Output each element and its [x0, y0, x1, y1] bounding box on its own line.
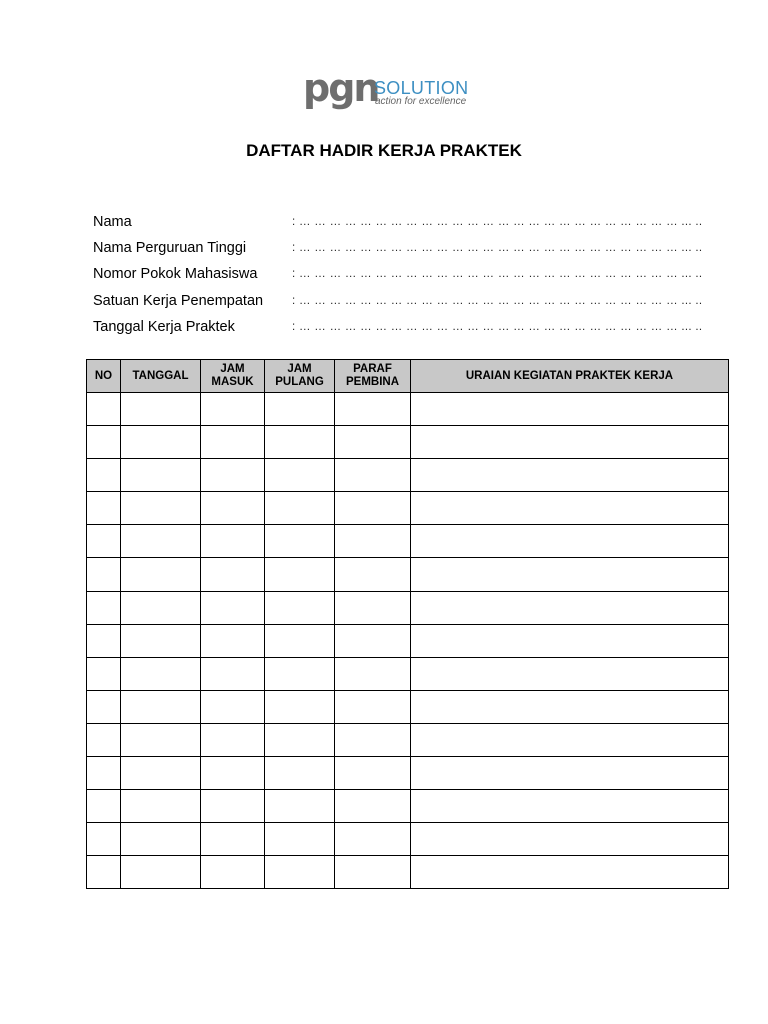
- field-value-blank[interactable]: : … … … … … … … … … … … … … … … … … … … … … … … … … ... ..: [292, 294, 703, 307]
- table-cell[interactable]: [265, 723, 335, 756]
- table-cell[interactable]: [87, 525, 121, 558]
- field-label: Nama: [93, 214, 132, 231]
- table-cell[interactable]: [201, 558, 265, 591]
- table-row: [87, 492, 729, 525]
- field-row-satuan-kerja: [93, 288, 713, 314]
- logo-tagline: action for excellence: [375, 96, 467, 107]
- table-cell[interactable]: [411, 790, 729, 823]
- table-cell[interactable]: [335, 558, 411, 591]
- table-cell[interactable]: [335, 525, 411, 558]
- table-cell[interactable]: [335, 757, 411, 790]
- field-row-nama: [93, 209, 713, 235]
- table-cell[interactable]: [265, 525, 335, 558]
- table-cell[interactable]: [87, 558, 121, 591]
- table-cell[interactable]: [335, 723, 411, 756]
- field-label: Satuan Kerja Penempatan: [93, 292, 264, 309]
- table-cell[interactable]: [121, 393, 201, 426]
- table-cell[interactable]: [201, 393, 265, 426]
- table-cell[interactable]: [201, 856, 265, 889]
- table-cell[interactable]: [87, 723, 121, 756]
- field-value-blank[interactable]: : … … … … … … … … … … … … … … … … … … … … … … … … … ... ..: [292, 242, 703, 255]
- table-cell[interactable]: [265, 426, 335, 459]
- table-cell[interactable]: [121, 558, 201, 591]
- table-cell[interactable]: [87, 657, 121, 690]
- table-cell[interactable]: [335, 393, 411, 426]
- logo-brand: pgn: [303, 66, 379, 110]
- table-cell[interactable]: [201, 591, 265, 624]
- table-row: [87, 426, 729, 459]
- table-row: [87, 690, 729, 723]
- header-paraf-pembina: PARAF PEMBINA: [335, 360, 411, 393]
- table-cell[interactable]: [201, 723, 265, 756]
- table-cell[interactable]: [411, 690, 729, 723]
- table-row: [87, 723, 729, 756]
- table-cell[interactable]: [335, 624, 411, 657]
- table-cell[interactable]: [87, 856, 121, 889]
- table-cell[interactable]: [411, 757, 729, 790]
- table-row: [87, 591, 729, 624]
- table-cell[interactable]: [411, 823, 729, 856]
- table-cell[interactable]: [335, 426, 411, 459]
- table-cell[interactable]: [265, 558, 335, 591]
- table-row: [87, 790, 729, 823]
- logo-product: SOLUTION: [374, 78, 469, 98]
- table-cell[interactable]: [201, 657, 265, 690]
- table-header-row: [87, 360, 729, 393]
- table-cell[interactable]: [411, 426, 729, 459]
- table-cell[interactable]: [201, 624, 265, 657]
- table-cell[interactable]: [335, 591, 411, 624]
- table-cell[interactable]: [121, 624, 201, 657]
- table-cell[interactable]: [335, 492, 411, 525]
- table-cell[interactable]: [201, 492, 265, 525]
- field-label: Nomor Pokok Mahasiswa: [93, 266, 258, 283]
- table-cell[interactable]: [121, 459, 201, 492]
- table-cell[interactable]: [87, 757, 121, 790]
- table-cell[interactable]: [87, 393, 121, 426]
- field-value-blank[interactable]: : … … … … … … … … … … … … … … … … … … … … … … … … … ... ..: [292, 268, 703, 281]
- table-cell[interactable]: [121, 492, 201, 525]
- field-label: Nama Perguruan Tinggi: [93, 240, 247, 257]
- table-row: [87, 856, 729, 889]
- table-cell[interactable]: [265, 459, 335, 492]
- table-row: [87, 525, 729, 558]
- table-cell[interactable]: [411, 525, 729, 558]
- header-no: NO: [87, 360, 121, 393]
- company-logo: [303, 66, 473, 120]
- table-cell[interactable]: [121, 823, 201, 856]
- table-cell[interactable]: [411, 624, 729, 657]
- table-cell[interactable]: [87, 624, 121, 657]
- table-cell[interactable]: [121, 856, 201, 889]
- table-cell[interactable]: [121, 591, 201, 624]
- table-cell[interactable]: [87, 690, 121, 723]
- table-cell[interactable]: [121, 757, 201, 790]
- student-info-fields: [93, 209, 713, 340]
- document-title: DAFTAR HADIR KERJA PRAKTEK: [246, 141, 522, 160]
- header-uraian-kegiatan: URAIAN KEGIATAN PRAKTEK KERJA: [411, 360, 729, 393]
- table-cell[interactable]: [265, 823, 335, 856]
- header-jam-masuk: JAM MASUK: [201, 360, 265, 393]
- table-row: [87, 393, 729, 426]
- table-cell[interactable]: [121, 690, 201, 723]
- table-cell[interactable]: [121, 426, 201, 459]
- table-cell[interactable]: [335, 657, 411, 690]
- table-cell[interactable]: [335, 790, 411, 823]
- table-cell[interactable]: [121, 790, 201, 823]
- attendance-body: [87, 393, 729, 889]
- table-row: [87, 757, 729, 790]
- table-cell[interactable]: [265, 856, 335, 889]
- field-row-tanggal: [93, 314, 713, 340]
- field-value-blank[interactable]: : … … … … … … … … … … … … … … … … … … … … … … … … … ... ..: [292, 320, 703, 333]
- field-label: Tanggal Kerja Praktek: [93, 318, 235, 335]
- table-row: [87, 657, 729, 690]
- table-cell[interactable]: [335, 690, 411, 723]
- field-row-npm: [93, 261, 713, 287]
- table-cell[interactable]: [121, 723, 201, 756]
- field-value-blank[interactable]: : … … … … … … … … … … … … … … … … … … … … … … … … … ... ..: [292, 216, 703, 229]
- table-cell[interactable]: [411, 393, 729, 426]
- table-cell[interactable]: [201, 690, 265, 723]
- table-cell[interactable]: [201, 823, 265, 856]
- table-cell[interactable]: [335, 856, 411, 889]
- table-cell[interactable]: [411, 856, 729, 889]
- table-row: [87, 459, 729, 492]
- table-row: [87, 558, 729, 591]
- table-cell[interactable]: [335, 823, 411, 856]
- table-cell[interactable]: [201, 459, 265, 492]
- table-cell[interactable]: [265, 657, 335, 690]
- table-cell[interactable]: [201, 426, 265, 459]
- table-cell[interactable]: [201, 757, 265, 790]
- table-cell[interactable]: [87, 591, 121, 624]
- table-cell[interactable]: [87, 823, 121, 856]
- table-cell[interactable]: [411, 591, 729, 624]
- header-jam-pulang: JAM PULANG: [265, 360, 335, 393]
- table-cell[interactable]: [201, 525, 265, 558]
- table-cell[interactable]: [121, 525, 201, 558]
- header-tanggal: TANGGAL: [121, 360, 201, 393]
- table-row: [87, 823, 729, 856]
- table-row: [87, 624, 729, 657]
- table-cell[interactable]: [411, 459, 729, 492]
- attendance-table: [86, 359, 729, 889]
- table-cell[interactable]: [411, 657, 729, 690]
- table-cell[interactable]: [87, 459, 121, 492]
- table-cell[interactable]: [335, 459, 411, 492]
- table-cell[interactable]: [265, 393, 335, 426]
- table-cell[interactable]: [121, 657, 201, 690]
- table-cell[interactable]: [265, 624, 335, 657]
- table-cell[interactable]: [265, 790, 335, 823]
- table-cell[interactable]: [87, 492, 121, 525]
- table-cell[interactable]: [265, 690, 335, 723]
- table-cell[interactable]: [265, 757, 335, 790]
- table-cell[interactable]: [411, 492, 729, 525]
- table-cell[interactable]: [265, 591, 335, 624]
- field-row-perguruan-tinggi: [93, 235, 713, 261]
- table-cell[interactable]: [201, 790, 265, 823]
- table-cell[interactable]: [265, 492, 335, 525]
- table-cell[interactable]: [411, 723, 729, 756]
- table-cell[interactable]: [87, 426, 121, 459]
- table-cell[interactable]: [411, 558, 729, 591]
- table-cell[interactable]: [87, 790, 121, 823]
